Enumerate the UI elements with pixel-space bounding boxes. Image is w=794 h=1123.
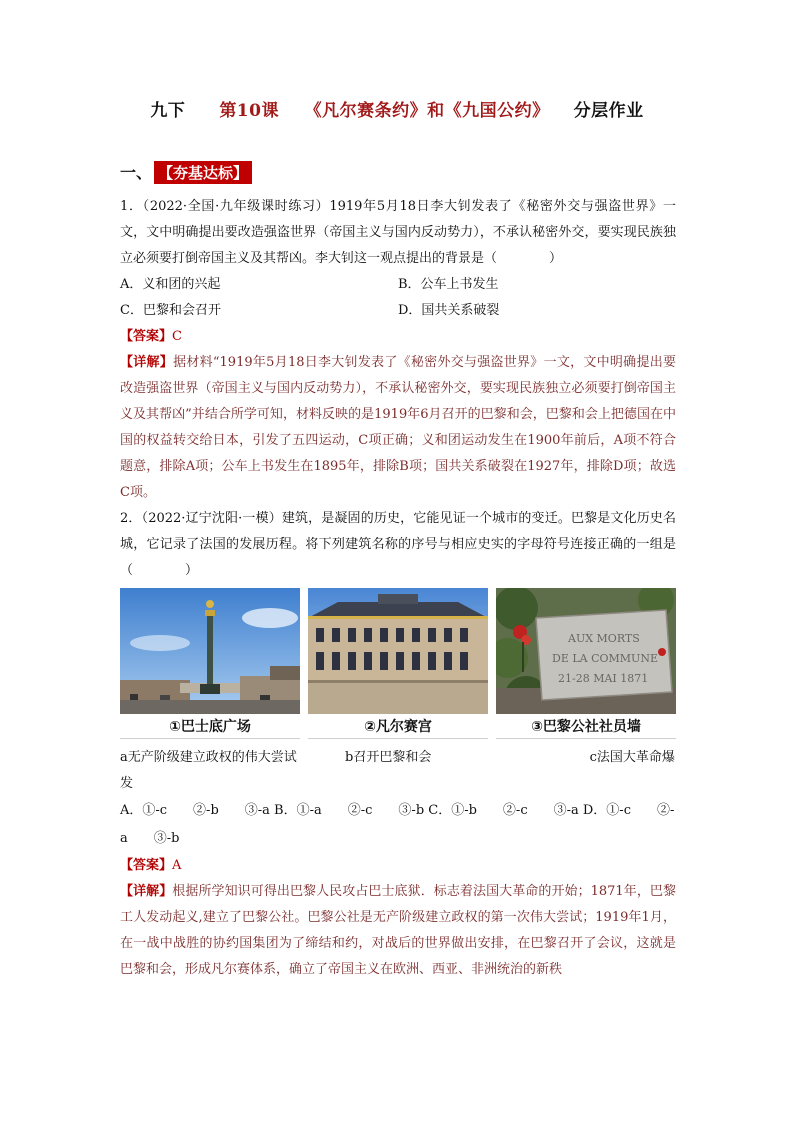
content-area (120, 194, 676, 983)
q2-options: A．①-c ②-b ③-a B．①-a ②-c ③-b C．①-b ②-c ③-a D．①-c ②-a ③-b (120, 803, 675, 846)
q2-detail-label: 【详解】 (120, 884, 173, 899)
match-b: b召开巴黎和会 (345, 750, 432, 765)
q2-detail (120, 879, 676, 983)
image-communards-wall (496, 588, 676, 739)
q1-option-c: C．巴黎和会召开 (120, 303, 221, 318)
caption-bastille: ①巴士底广场 (169, 719, 251, 735)
title-type: 分层作业 (573, 101, 644, 121)
q2-answer (120, 853, 676, 879)
match-c: c法国大革命爆发 (120, 750, 675, 791)
title-topic: 《凡尔赛条约》和《九国公约》 (304, 101, 550, 121)
versailles-photo (308, 588, 488, 714)
q2-match-items (120, 745, 676, 797)
q1-detail-label: 【详解】 (120, 355, 174, 370)
q2-images (120, 588, 676, 739)
caption-versailles: ②凡尔赛宫 (364, 719, 432, 735)
q2-close: ） (185, 563, 199, 578)
q1-answer-label: 【答案】 (120, 329, 173, 344)
q1-option-d: D．国共关系破裂 (398, 303, 500, 318)
question-1 (120, 194, 676, 272)
section-heading (120, 160, 252, 184)
q1-options (120, 272, 676, 324)
title-lesson: 第10课 (219, 101, 279, 121)
q2-answer-value: A (172, 858, 182, 873)
question-2 (120, 506, 676, 584)
image-bastille (120, 588, 300, 739)
bastille-photo (120, 588, 300, 714)
q1-answer-value: C (172, 329, 182, 344)
wall-photo (496, 588, 676, 714)
wall-line-1: AUX MORTS (568, 632, 640, 645)
section-badge: 【夯基达标】 (154, 161, 252, 184)
wall-line-2: DE LA COMMUNE (552, 652, 658, 665)
q1-close: ） (549, 251, 563, 266)
image-versailles (308, 588, 488, 739)
title-grade: 九下 (150, 101, 186, 121)
q1-option-a: A．义和团的兴起 (120, 277, 221, 292)
q1-option-b: B．公车上书发生 (398, 277, 499, 292)
q1-detail-text: 据材料“1919年5月18日李大钊发表了《秘密外交与强盗世界》一文，文中明确提出要改造强盗世界（帝国主义与国内反动势力），不承认秘密外交，要实现民族独立必须要打倒帝国主义及其帮凶”并结合所学可知，材料反映的是1919年6月召开的巴黎和会，巴黎和会上把德国在中国的权益转交给日本，引发了五四运动，C项正确；义和团运动发生在1900年前后，A项不符合题意，排除A项；公车上书发生在1895年，排除B项；国共关系破裂在1927年，排除D项；故选C项。 (120, 355, 676, 500)
q1-text: 1．（2022·全国·九年级课时练习）1919年5月18日李大钊发表了《秘密外交与强盗世界》一文，文中明确提出要改造强盗世界（帝国主义与国内反动势力），不承认秘密外交，要实现民族独立必须要打倒帝国主义及其帮凶。李大钊这一观点提出的背景是（ (120, 199, 676, 266)
q1-detail (120, 350, 676, 506)
caption-wall: ③巴黎公社社员墙 (531, 719, 641, 735)
q2-detail-text: 根据所学知识可得出巴黎人民攻占巴士底狱．标志着法国大革命的开始；1871年，巴黎工人发动起义,建立了巴黎公社。巴黎公社是无产阶级建立政权的第一次伟大尝试；1919年1月，在一战中战胜的协约国集团为了缔结和约，对战后的世界做出安排，在巴黎召开了会议，这就是巴黎和会，形成凡尔赛体系，确立了帝国主义在欧洲、西亚、非洲统治的新秩 (120, 884, 676, 977)
page-title (0, 96, 794, 121)
q2-answer-label: 【答案】 (120, 858, 173, 873)
q1-answer (120, 324, 676, 350)
wall-line-3: 21-28 MAI 1871 (558, 672, 649, 685)
match-a: a无产阶级建立政权的伟大尝试 (120, 750, 297, 765)
q2-text: 2．（2022·辽宁沈阳·一模）建筑，是凝固的历史，它能见证一个城市的变迁。巴黎是文化历史名城，它记录了法国的发展历程。将下列建筑名称的序号与相应史实的字母符号连接正确的一组是（ (120, 511, 676, 578)
section-number: 一、 (120, 163, 153, 182)
